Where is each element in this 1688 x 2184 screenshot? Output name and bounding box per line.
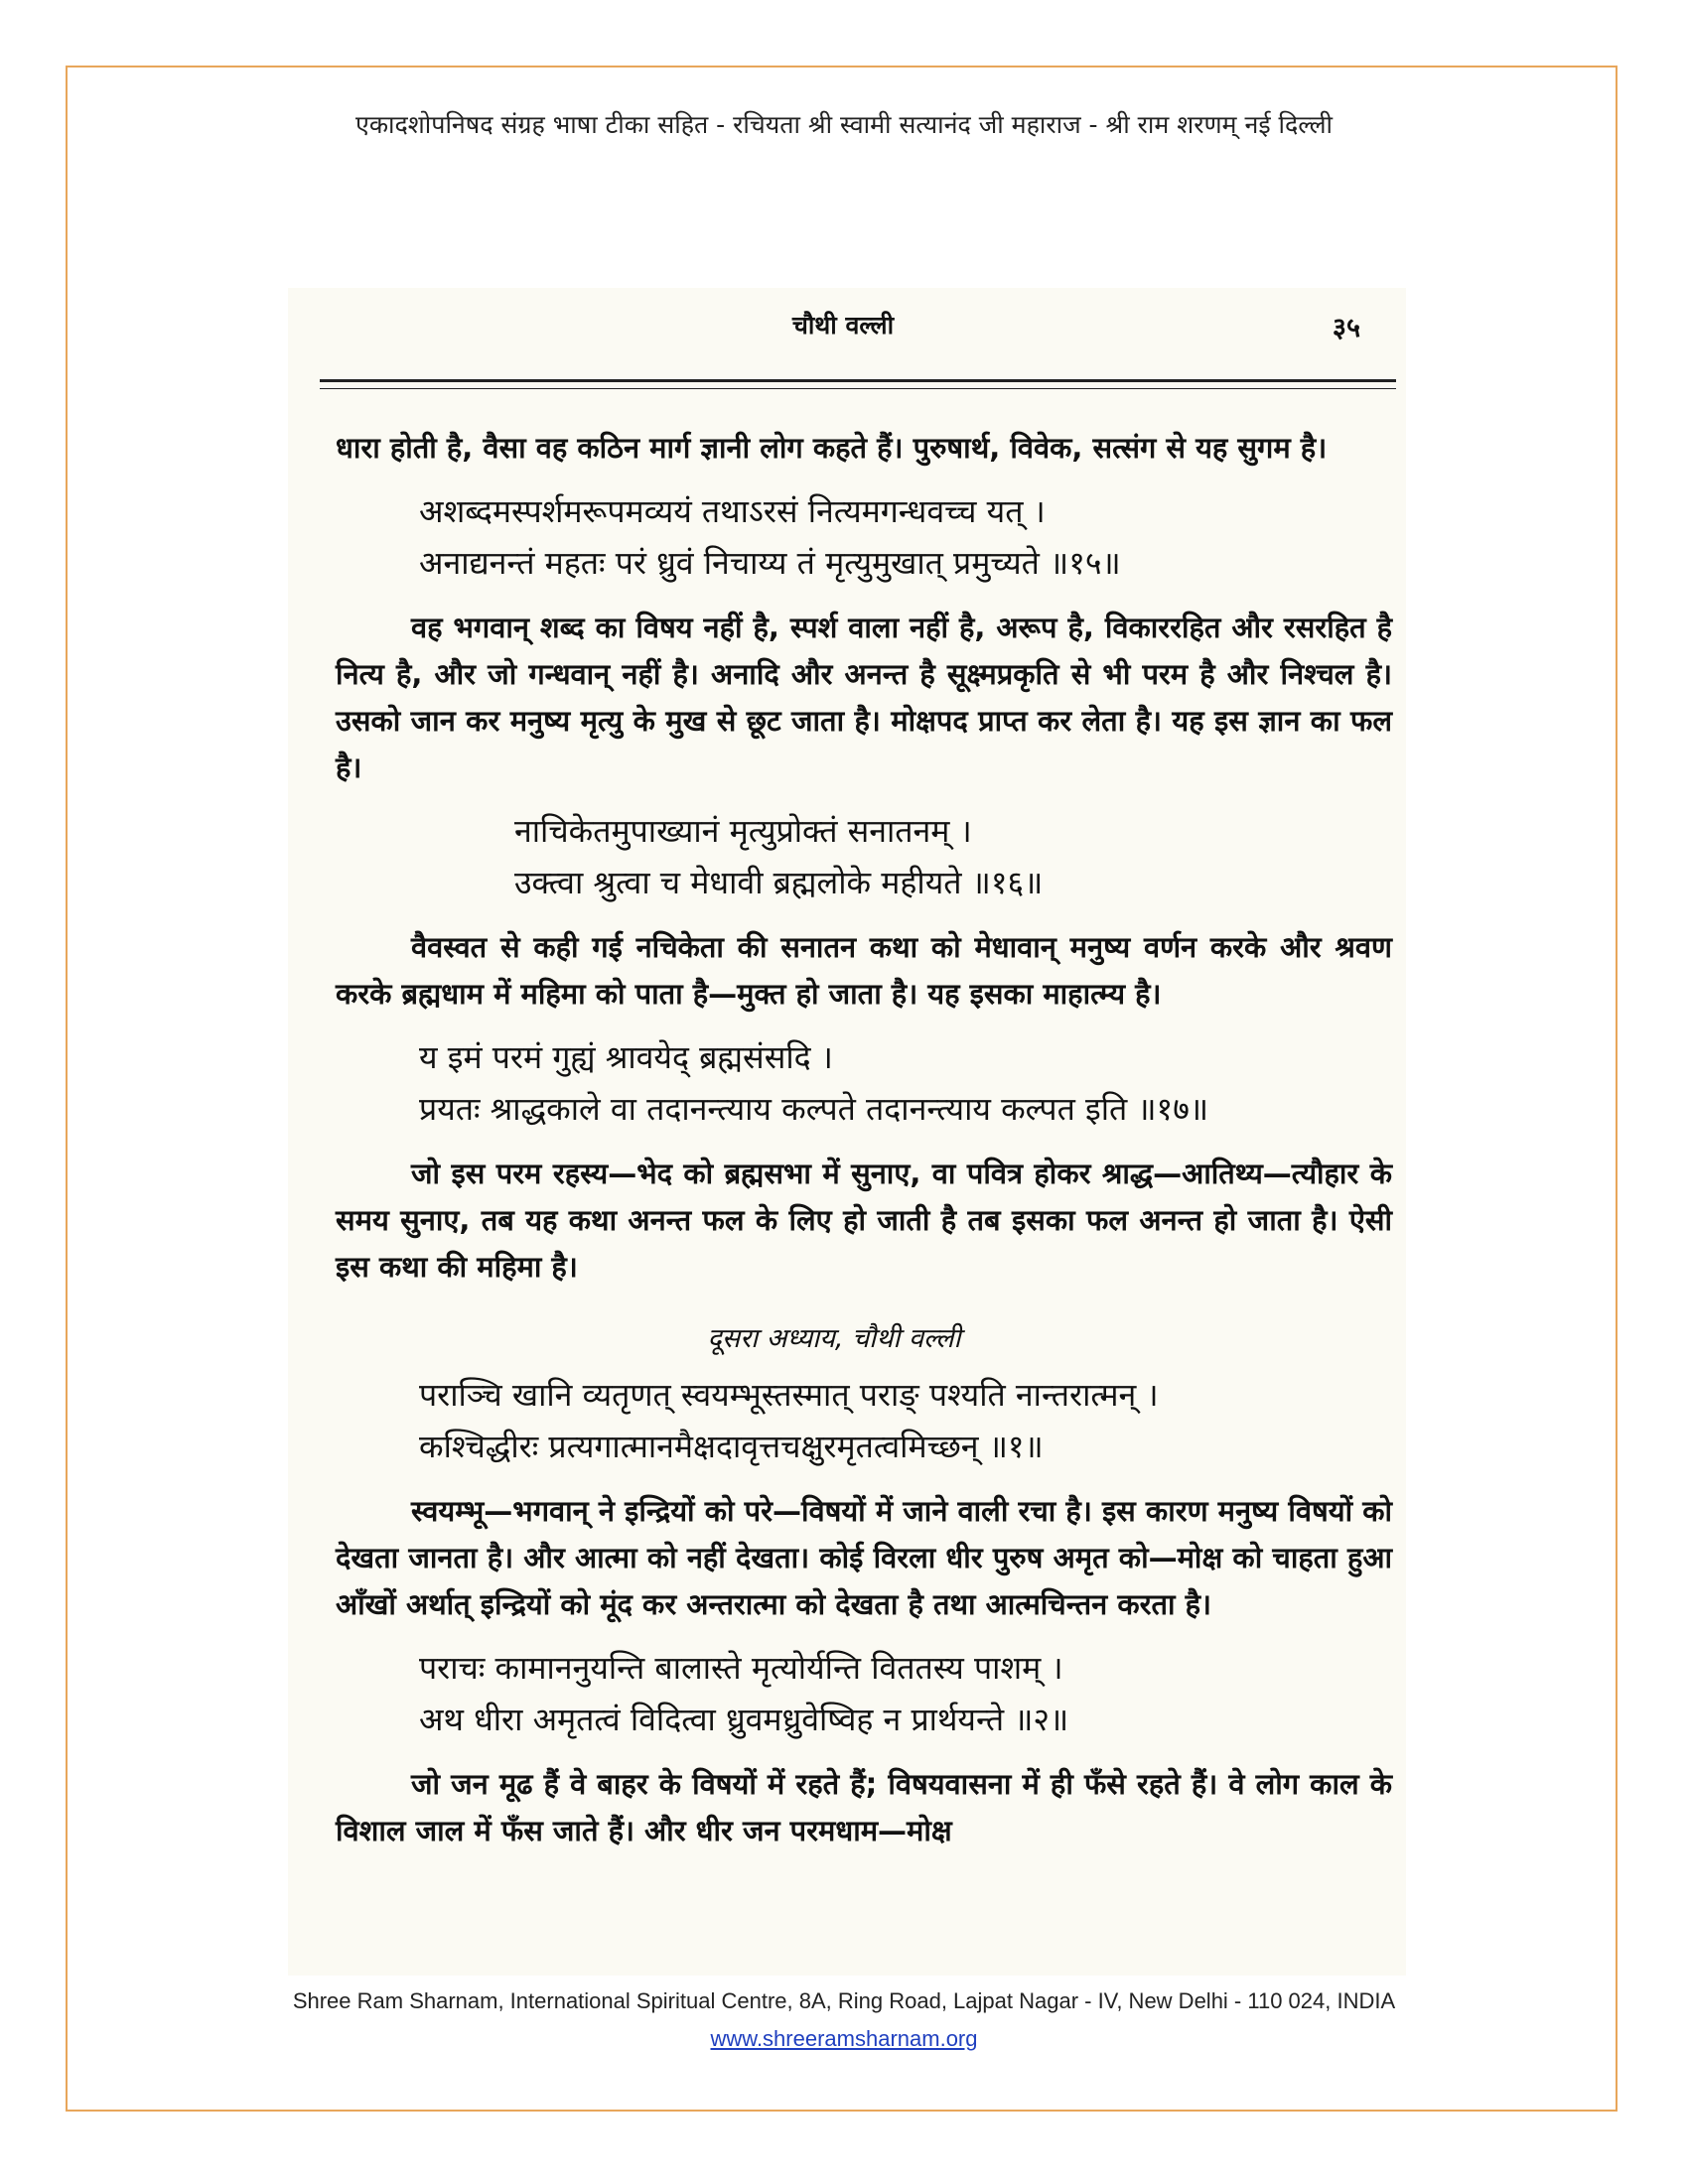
header-rule xyxy=(320,379,1396,389)
paragraph-4: जो इस परम रहस्य—भेद को ब्रह्मसभा में सुनाए, वा पवित्र होकर श्राद्ध—आतिथ्य—त्यौहार के समय सुनाए, तब यह कथा अनन्त फल के लिए हो जाती है तब इसका फल अनन्त हो जाता है। ऐसी इस कथा की महिमा है। xyxy=(336,1157,1392,1284)
paragraph-6: जो जन मूढ हैं वे बाहर के विषयों में रहते हैं; विषयवासना में ही फँसे रहते हैं। वे लोग काल के विशाल जाल में फँस जाते हैं। और धीर जन परमधाम—मोक्ष xyxy=(336,1767,1392,1847)
verse-line: नाचिकेतमुपाख्यानं मृत्युप्रोक्तं सनातनम् । xyxy=(514,812,972,850)
page-head xyxy=(320,308,1366,347)
verse-line: य इमं परमं गुह्यं श्रावयेद् ब्रह्मसंसदि । xyxy=(419,1038,833,1076)
footer-address: Shree Ram Sharnam, International Spiritual Centre, 8A, Ring Road, Lajpat Nagar - IV, New Delhi - 110 024, INDIA xyxy=(292,1988,1396,2013)
verse-1 xyxy=(336,1369,1392,1472)
document-header: एकादशोपनिषद संग्रह भाषा टीका सहित - रचियता श्री स्वामी सत्यानंद जी महाराज - श्री राम शरणम् नई दिल्ली xyxy=(355,110,1333,139)
verse-line: अथ धीरा अमृतत्वं विदित्वा ध्रुवमध्रुवेष्विह न प्रार्थयन्ते ॥२॥ xyxy=(419,1701,1069,1738)
verse-2 xyxy=(336,1642,1392,1745)
verse-17 xyxy=(336,1031,1392,1135)
page-number: ३५ xyxy=(1332,313,1360,343)
running-title: चौथी वल्ली xyxy=(791,311,895,340)
verse-line: कश्चिद्धीरः प्रत्यगात्मानमैक्षदावृत्तचक्षुरमृतत्वमिच्छन् ॥१॥ xyxy=(419,1428,1044,1465)
paragraph-5: स्वयम्भू—भगवान् ने इन्द्रियों को परे—विषयों में जाने वाली रचा है। इस कारण मनुष्य विषयों को देखता जानता है। और आत्मा को नहीं देखता। कोई विरला धीर पुरुष अमृत को—मोक्ष को चाहता हुआ आँखों अर्थात् इन्द्रियों को मूंद कर अन्तरात्मा को देखता है तथा आत्मचिन्तन करता है। xyxy=(336,1494,1392,1621)
scanned-page xyxy=(288,288,1406,1976)
paragraph-3: वैवस्वत से कही गई नचिकेता की सनातन कथा को मेधावान् मनुष्य वर्णन करके और श्रवण करके ब्रह्मधाम में महिमा को पाता है—मुक्त हो जाता है। यह इसका माहात्म्य है। xyxy=(336,930,1392,1011)
paragraph-1: धारा होती है, वैसा वह कठिन मार्ग ज्ञानी लोग कहते हैं। पुरुषार्थ, विवेक, सत्संग से यह सुगम है। xyxy=(336,431,1328,465)
verse-line: अनाद्यनन्तं महतः परं ध्रुवं निचाय्य तं मृत्युमुखात् प्रमुच्यते ॥१५॥ xyxy=(419,544,1121,582)
paragraph-2: वह भगवान् शब्द का विषय नहीं है, स्पर्श वाला नहीं है, अरूप है, विकाररहित और रसरहित है नित्य है, और जो गन्धवान् नहीं है। अनादि और अनन्त है सूक्ष्मप्रकृति से भी परम है और निश्चल है। उसको जान कर मनुष्य मृत्यु के मुख से छूट जाता है। मोक्षपद प्राप्त कर लेता है। यह इस ज्ञान का फल है। xyxy=(336,611,1392,784)
verse-16 xyxy=(336,805,1392,908)
verse-line: पराञ्चि खानि व्यतृणत् स्वयम्भूस्तस्मात् पराङ् पश्यति नान्तरात्मन् । xyxy=(419,1376,1159,1414)
verse-line: अशब्दमस्पर्शमरूपमव्ययं तथाऽरसं नित्यमगन्धवच्च यत् । xyxy=(419,492,1046,530)
verse-line: पराचः कामाननुयन्ति बालास्ते मृत्योर्यन्ति विततस्य पाशम् । xyxy=(419,1649,1063,1687)
verse-line: प्रयतः श्राद्धकाले वा तदानन्त्याय कल्पते तदानन्त्याय कल्पत इति ॥१७॥ xyxy=(419,1090,1209,1128)
verse-15 xyxy=(336,485,1392,589)
website-link[interactable]: www.shreeramsharnam.org xyxy=(710,2026,978,2051)
section-heading: दूसरा अध्याय, चौथी वल्ली xyxy=(707,1323,961,1354)
verse-line: उक्त्वा श्रुत्वा च मेधावी ब्रह्मलोके महीयते ॥१६॥ xyxy=(514,864,1044,901)
page-body xyxy=(336,425,1392,1866)
footer-url-wrapper xyxy=(0,2026,1688,2052)
